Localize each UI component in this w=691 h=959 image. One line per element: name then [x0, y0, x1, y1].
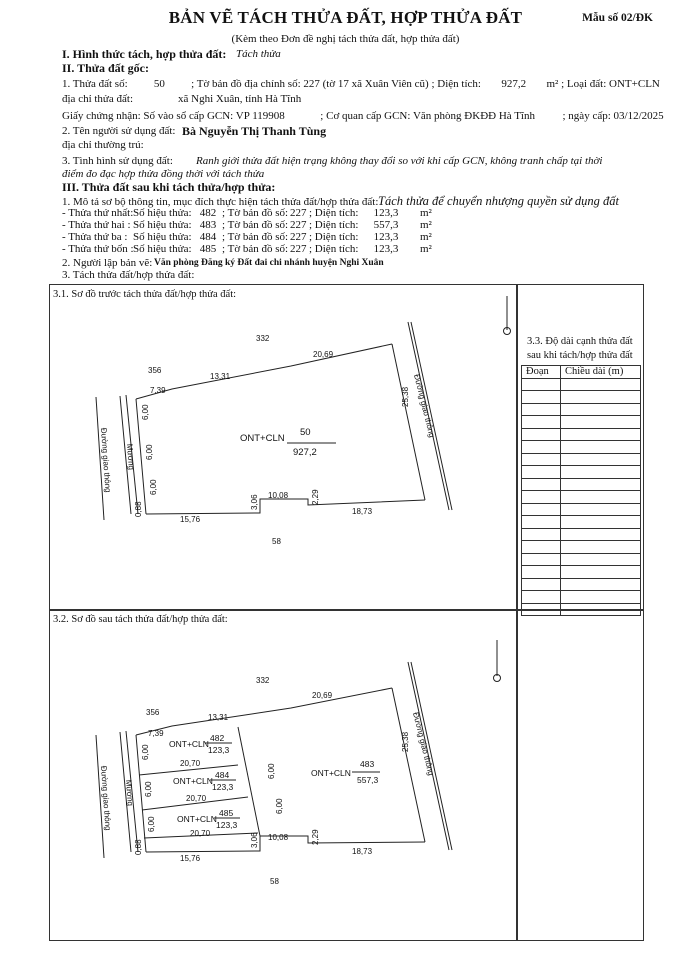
d2-neighbor-top: 332	[256, 676, 270, 685]
d1-edge-bl: 0,88	[134, 501, 143, 517]
parcel-row-2-map: 227	[290, 231, 307, 243]
parcel-row-1-id: 483	[199, 219, 217, 231]
d2-edge-bottom-left: 15,76	[180, 854, 201, 863]
status-label: 3. Tình hình sử dụng đất:	[62, 155, 173, 167]
section3-label: III. Thửa đất sau khi tách thửa/hợp thửa:	[62, 180, 276, 194]
parcel-row-0-area: 123,3	[373, 207, 399, 219]
d2-mid1: 6,00	[267, 763, 276, 779]
d1-edge-notch2: 2,29	[311, 489, 320, 505]
d2-edge-top-right: 20,69	[312, 691, 333, 700]
diagram-label: 3. Tách thửa đất/hợp thửa đất:	[62, 269, 195, 281]
d1-edge-notch-bottom: 10,08	[268, 491, 289, 500]
d1-edge-left2: 6,00	[145, 444, 154, 460]
parcel-row-0-name: - Thửa thứ nhất:	[62, 207, 134, 219]
d2-edge-right: 25,38	[401, 731, 410, 752]
length-table-col-length: Chiều dài (m)	[561, 366, 641, 379]
d1-edge-bottom-left: 15,76	[180, 515, 201, 524]
d1-edge-bottom-right: 18,73	[352, 507, 373, 516]
d2-div3: 20,70	[190, 829, 211, 838]
length-table-title-1: 3.3. Độ dài cạnh thửa đất	[527, 336, 633, 347]
d1-canal: Mương	[125, 443, 136, 471]
d2-p482-no: 482	[210, 733, 225, 743]
parcel-row-2-id-label: Số hiệu thửa:	[133, 231, 192, 243]
d2-p482-type: ONT+CLN	[169, 739, 209, 749]
parcel-row-0-id: 482	[199, 207, 217, 219]
d2-p485-type: ONT+CLN	[177, 814, 217, 824]
d1-parcel-no: 50	[300, 427, 311, 438]
length-table-col-segment: Đoạn	[522, 366, 561, 379]
parcel-row-0-unit: m²	[420, 207, 432, 219]
parcel-row-0-area-label: ; Diện tích:	[309, 207, 359, 219]
orig-map-no: 227 (tờ 17 xã Xuân Viên cũ)	[303, 78, 429, 90]
status-text-2: điểm đo đạc hợp thửa đồng thời với tách thửa	[62, 168, 265, 180]
d2-p485-area: 123,3	[216, 820, 238, 830]
page-subtitle: (Kèm theo Đơn đề nghị tách thửa đất, hợp thửa đất)	[231, 33, 460, 45]
d1-road-right: Đường giao thông	[412, 373, 437, 439]
d2-p484-area: 123,3	[212, 782, 234, 792]
cert-agency: ; Cơ quan cấp GCN: Văn phòng ĐKĐĐ Hà Tĩnh	[320, 110, 535, 122]
diagram-before-title: 3.1. Sơ đồ trước tách thửa đất/hợp thửa đất:	[53, 289, 237, 300]
d1-edge-top-left: 13,31	[210, 372, 231, 381]
addr-label: địa chỉ thửa đất:	[62, 93, 134, 105]
parcel-row-3-area-label: ; Diện tích:	[309, 243, 359, 255]
section1-value: Tách thửa	[236, 48, 281, 60]
d2-road-right: Đường giao thông	[411, 711, 436, 777]
d2-canal: Mương	[124, 779, 135, 807]
parcel-row-3-map-label: ; Tờ bản đồ số:	[222, 243, 289, 255]
parcel-row-3-unit: m²	[420, 243, 432, 255]
parcel-row-2-area-label: ; Diện tích:	[309, 231, 359, 243]
owner-name: Bà Nguyễn Thị Thanh Tùng	[182, 124, 327, 138]
d2-neighbor-topleft: 356	[146, 708, 160, 717]
parcel-row-1-name: - Thửa thứ hai :	[62, 219, 131, 231]
desc-value: Tách thửa để chuyển nhượng quyền sử dụng đất	[378, 194, 619, 208]
d2-road-left: Đường giao thông	[99, 765, 113, 831]
status-text-1: Ranh giới thửa đất hiện trạng không thay đổi so với khi cấp GCN, không tranh chấp tại thời	[196, 155, 603, 167]
addr-value: xã Nghi Xuân, tỉnh Hà Tĩnh	[178, 93, 302, 105]
d1-road-left: Đường giao thông	[99, 427, 113, 493]
d2-edge-notch-bottom: 10,08	[268, 833, 289, 842]
d1-neighbor-top: 332	[256, 334, 270, 343]
orig-landtype: ONT+CLN	[609, 78, 660, 90]
drawer-label: 2. Người lập bản vẽ:	[62, 257, 153, 269]
diagram-after-title: 3.2. Sơ đồ sau tách thửa đất/hợp thửa đất:	[53, 614, 228, 625]
parcel-row-2-map-label: ; Tờ bản đồ số:	[222, 231, 289, 243]
d2-edge-notch2: 2,29	[311, 829, 320, 845]
parcel-row-1-unit: m²	[420, 219, 432, 231]
parcel-line: 1. Thửa đất số: 50 ; Tờ bản đồ địa chính số: 227 (tờ 17 xã Xuân Viên cũ) ; Diện tích: 927,2 m² ; Loại đất: ONT+CLN	[62, 78, 660, 90]
d2-edge-top-left: 13,31	[208, 713, 229, 722]
d1-edge-notch1: 3,06	[250, 494, 259, 510]
d2-edge-left1: 6,00	[141, 744, 150, 760]
cert-number: Giấy chứng nhận: Số vào sổ cấp GCN: VP 119908	[62, 110, 285, 122]
desc-label: 1. Mô tả sơ bộ thông tin, mục đích thực hiện tách thửa đất/hợp thửa đất:	[62, 196, 379, 208]
form-number: Mẫu số 02/ĐK	[582, 12, 653, 24]
length-table-title-2: sau khi tách/hợp thửa đất	[527, 350, 633, 361]
parcel-row-2-id: 484	[199, 231, 217, 243]
parcel-row-2-area: 123,3	[373, 231, 399, 243]
d2-p483-no: 483	[360, 759, 375, 769]
d1-edge-left3: 6,00	[149, 479, 158, 495]
cert-line: Giấy chứng nhận: Số vào sổ cấp GCN: VP 119908 ; Cơ quan cấp GCN: Văn phòng ĐKĐĐ Hà Tĩnh ; ngày cấp: 03/12/2025	[62, 110, 664, 122]
d2-edge-left2: 6,00	[144, 781, 153, 797]
d2-p484-no: 484	[215, 770, 230, 780]
parcel-row-0-id-label: Số hiệu thửa:	[133, 207, 192, 219]
d2-div1: 20,70	[180, 759, 201, 768]
orig-parcel-no: 50	[153, 78, 165, 90]
orig-area: 927,2	[501, 78, 527, 90]
d1-parcel-type: ONT+CLN	[240, 433, 285, 444]
d2-edge-left-top: 7,39	[148, 729, 164, 738]
cert-date: 03/12/2025	[613, 110, 664, 122]
d2-edge-bottom-right: 18,73	[352, 847, 373, 856]
section2-label: II. Thửa đất gốc:	[62, 61, 149, 75]
d2-p483-area: 557,3	[357, 775, 379, 785]
parcel-row-3-map: 227	[290, 243, 307, 255]
d1-edge-left1: 6,00	[141, 404, 150, 420]
d1-parcel-area: 927,2	[293, 447, 317, 458]
parcel-row-3-id: 485	[199, 243, 217, 255]
parcel-row-0-map-label: ; Tờ bản đồ số:	[222, 207, 289, 219]
d2-p482-area: 123,3	[208, 745, 230, 755]
parcel-row-3-name: - Thửa thứ bốn :	[62, 243, 134, 255]
d2-mid2: 6,00	[275, 798, 284, 814]
parcel-row-2-unit: m²	[420, 231, 432, 243]
page-title: BẢN VẼ TÁCH THỬA ĐẤT, HỢP THỬA ĐẤT	[168, 8, 523, 27]
parcel-row-1-map-label: ; Tờ bản đồ số:	[222, 219, 289, 231]
d2-p485-no: 485	[219, 808, 234, 818]
residence-label: địa chỉ thường trú:	[62, 139, 144, 151]
parcel-row-1-area-label: ; Diện tích:	[309, 219, 359, 231]
d2-edge-left3: 6,00	[147, 816, 156, 832]
d2-edge-notch1: 3,06	[250, 832, 259, 848]
d1-neighbor-bottom: 58	[272, 537, 281, 546]
d1-edge-top-right: 20,69	[313, 350, 334, 359]
parcel-row-1-map: 227	[290, 219, 307, 231]
drawer-value: Văn phòng Đăng ký Đất đai chi nhánh huyện Nghi Xuân	[154, 258, 384, 268]
owner-label: 2. Tên người sử dụng đất:	[62, 125, 176, 137]
d2-p484-type: ONT+CLN	[173, 776, 213, 786]
d2-div2: 20,70	[186, 794, 207, 803]
parcel-row-1-area: 557,3	[373, 219, 399, 231]
parcel-row-3-id-label: Số hiệu thửa:	[133, 243, 192, 255]
d2-edge-bl: 0,88	[134, 839, 143, 855]
d2-neighbor-bottom: 58	[270, 877, 279, 886]
parcel-row-3-area: 123,3	[373, 243, 399, 255]
d1-neighbor-topleft: 356	[148, 366, 162, 375]
d1-edge-left-top: 7,39	[150, 386, 166, 395]
d1-edge-right: 25,38	[401, 386, 410, 407]
parcel-row-2-name: - Thửa thứ ba :	[62, 231, 128, 243]
parcel-row-0-map: 227	[290, 207, 307, 219]
d2-p483-type: ONT+CLN	[311, 768, 351, 778]
parcel-row-1-id-label: Số hiệu thửa:	[133, 219, 192, 231]
section1-label: I. Hình thức tách, hợp thửa đất:	[62, 47, 227, 61]
